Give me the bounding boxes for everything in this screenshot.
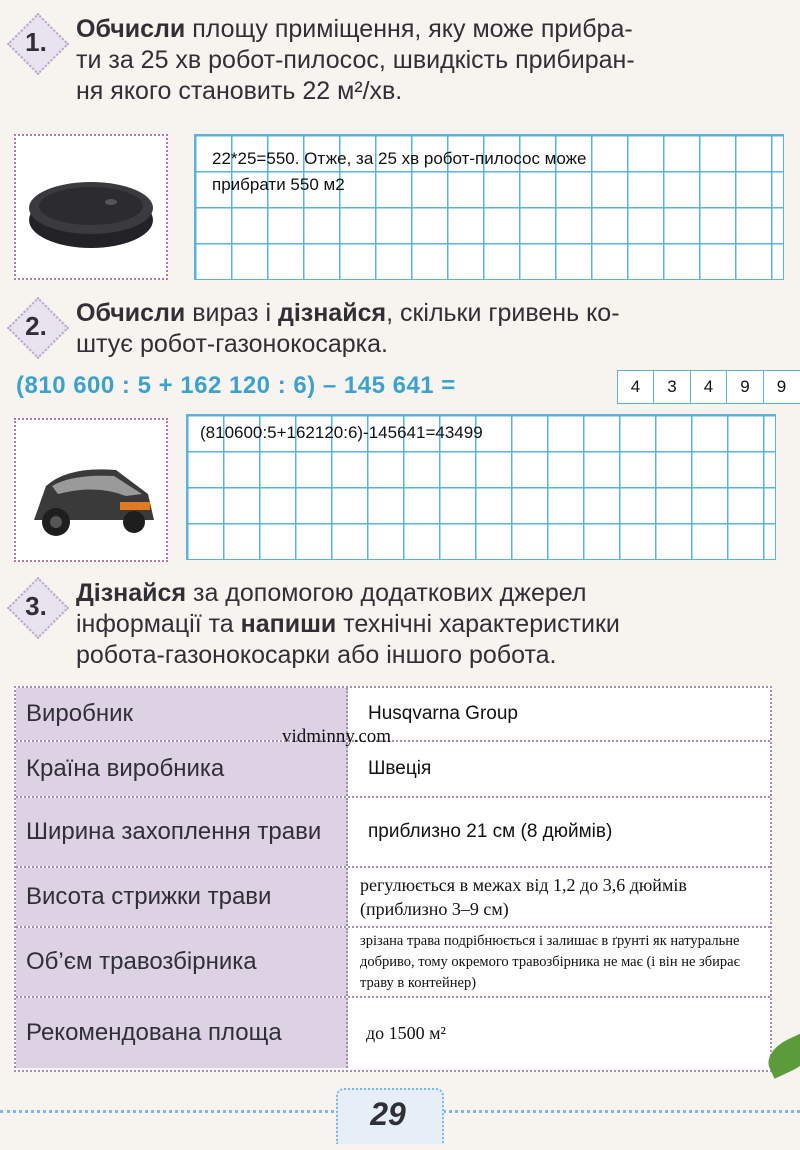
task-2-badge: [8, 298, 64, 354]
task-3-line2: технічні характеристики: [336, 610, 620, 638]
row-value-collector-volume: зрізана трава подрібнюється і залишає в ґрунті як натуральне добриво, тому окремого травозбірника не має (і він не збирає траву в контейнер): [360, 932, 740, 991]
row-value-recommended-area: до 1500 м²: [366, 1022, 446, 1043]
row-value-cutting-width: приблизно 21 см (8 дюймів): [368, 821, 613, 842]
row-label-cutting-width: Ширина захоплення трави: [16, 798, 348, 866]
table-row: [16, 688, 770, 742]
page-number: 29: [370, 1096, 406, 1132]
task-1-line1: площу приміщення, яку може прибра-: [185, 15, 633, 43]
row-value-manufacturer: Husqvarna Group: [368, 703, 518, 724]
footer-divider-left: [0, 1110, 340, 1113]
answer-digit: 9: [726, 370, 764, 404]
task-2-verb-1: Обчисли: [76, 299, 186, 327]
answer-digit: 3: [653, 370, 691, 404]
task-3-number: 3.: [25, 591, 47, 621]
table-row: [16, 928, 770, 998]
task-3-line2-pre: інформації та: [76, 610, 241, 638]
answer-digit: 9: [763, 370, 800, 404]
task-1-line2: ти за 25 хв робот-пилосос, швидкість прибиран-: [76, 46, 635, 74]
row-label-manufacturer: Виробник: [16, 688, 348, 740]
table-row: [16, 798, 770, 868]
task-2-expression: (810 600 : 5 + 162 120 : 6) – 145 641 =: [16, 372, 456, 399]
task-1-number: 1.: [25, 27, 47, 57]
task-1-answer: [212, 146, 772, 198]
task-1-badge: [8, 14, 64, 70]
task-2-number: 2.: [25, 311, 47, 341]
robot-vacuum-photo: [14, 134, 168, 280]
footer-divider-right: [438, 1110, 800, 1113]
row-value-country: Швеція: [368, 758, 432, 779]
task-3-verb-2: напиши: [240, 610, 337, 638]
task-3-line1: за допомогою додаткових джерел: [186, 579, 587, 607]
task-2-line2: штує робот-газонокосарка.: [76, 330, 388, 358]
task-2-line1: , скільки гривень ко-: [386, 299, 620, 327]
task-1-answer-line1: 22*25=550. Отже, за 25 хв робот-пилосос може: [212, 149, 587, 168]
robot-vacuum-icon: [16, 136, 166, 278]
task-2-verb-2: дізнайся: [277, 299, 387, 327]
task-2-mid: вираз і: [185, 299, 278, 327]
row-label-recommended-area: Рекомендована площа: [16, 998, 348, 1068]
table-row: [16, 998, 770, 1068]
watermark: vidminny.com: [282, 726, 392, 747]
row-label-country: Країна виробника: [16, 742, 348, 796]
row-label-collector-volume: Об’єм травозбірника: [16, 928, 348, 996]
task-1-text: [76, 14, 776, 107]
answer-digit: 4: [617, 370, 655, 404]
row-label-cutting-height: Висота стрижки трави: [16, 868, 348, 926]
answer-digit: 4: [690, 370, 728, 404]
task-3-text: [76, 578, 786, 671]
task-1-verb: Обчисли: [76, 15, 186, 43]
task-2-solution: (810600:5+162120:6)-145641=43499: [200, 423, 483, 442]
task-1-answer-line2: прибрати 550 м2: [212, 175, 345, 194]
robot-mower-icon: [16, 420, 166, 560]
table-row: [16, 742, 770, 798]
robot-mower-photo: [14, 418, 168, 562]
task-1-line3: ня якого становить 22 м²/хв.: [76, 77, 403, 105]
task-3-line3: робота-газонокосарки або іншого робота.: [76, 641, 557, 669]
task-2-answer-cells: [618, 370, 800, 404]
table-row: [16, 868, 770, 928]
task-3-badge: [8, 578, 64, 634]
row-value-cutting-height: регулюється в межах від 1,2 до 3,6 дюймів (приблизно 3–9 см): [360, 875, 687, 919]
task-3-verb-1: Дізнайся: [76, 579, 187, 607]
specs-table: [14, 686, 772, 1072]
task-2-text: [76, 298, 776, 360]
